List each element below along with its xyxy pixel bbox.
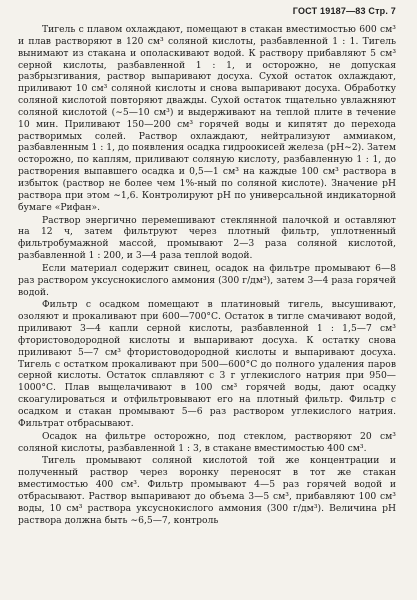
paragraph-crucible-rinse: Тигель промывают соляной кислотой той же концентрации и полученный раствор через воронку переносят в тот же стакан вместимостью 400 см³. Фильтр промывают 4—5 раз горячей водой и отбрасывают. Раствор выпаривают до объема 3—5 см³, прибавляют 100 см³ воды, 10 см³ раствора уксуснокислого аммония (300 г/дм³). Величина рН раствора должна быть ∼6,5—7, контроль [18, 455, 396, 526]
document-body [18, 24, 396, 526]
paragraph-precipitate-dissolution: Осадок на фильтре осторожно, под стеклом, растворяют 20 см³ соляной кислоты, разбавленной 1 : 3, в стакане вместимостью 400 см³. [18, 430, 396, 454]
paragraph-lead-washing: Если материал содержит свинец, осадок на фильтре промывают 6—8 раз раствором уксуснокислого аммония (300 г/дм³), затем 3—4 раза горячей водой. [18, 262, 396, 298]
paragraph-ignition: Фильтр с осадком помещают в платиновый тигель, высушивают, озоляют и прокаливают при 600—700°С. Остаток в тигле смачивают водой, приливают 3—4 капли серной кислоты, разбавленной 1 : 1,5—7 см³ фтористоводородной кислоты и выпаривают досуха. К остатку снова приливают 5—7 см³ фтористоводородной кислоты и выпаривают досуха. Тигель с остатком прокаливают при 500—600°С до полного удаления паров серной кислоты. Остаток сплавляют с 3 г углекислого натрия при 950—1000°С. Плав выщелачивают в 100 см³ горячей воды, дают осадку скоагулироваться и отфильтровывают его на плотный фильтр. Фильтр с осадком и стакан промывают 5—6 раз раствором углекислого натрия. Фильтрат отбрасывают. [18, 299, 396, 429]
page-header: ГОСТ 19187—83 Стр. 7 [292, 6, 396, 16]
paragraph-plav-dissolution: Тигель с плавом охлаждают, помещают в стакан вместимостью 600 см³ и плав растворяют в 120 см³ соляной кислоты, разбавленной 1 : 1. Тигель вынимают из стакана и ополаскивают водой. К раствору прибавляют 5 см³ серной кислоты, разбавленной 1 : 1, и осторожно, не допуская разбрызгивания, раствор выпаривают досуха. Сухой остаток охлаждают, приливают 10 см³ соляной кислоты и снова выпаривают досуха. Обработку соляной кислотой повторяют дважды. Сухой остаток тщательно увлажняют соляной кислотой (∼5—10 см³) и выдерживают на теплой плите в течение 10 мин. Приливают 150—200 см³ горячей воды и кипятят до перехода растворимых солей. Раствор охлаждают, нейтрализуют аммиаком, разбавленным 1 : 1, до появления осадка гидроокисей железа (рН∼2). Затем осторожно, по каплям, приливают соляную кислоту, разбавленную 1 : 1, до растворения выпавшего осадка и 0,5—1 см³ на каждые 100 см³ раствора в избыток (раствор не более чем 1%-ный по соляной кислоте). Значение рН раствора при этом ∼1,6. Контролируют рН по универсальной индикаторной бумаге «Рифан». [18, 24, 396, 213]
paragraph-filtration: Раствор энергично перемешивают стеклянной палочкой и оставляют на 12 ч, затем фильтруют через плотный фильтр, уплотненный фильтробумажной массой, промывают 2—3 раза соляной кислотой, разбавленной 1 : 200, и 3—4 раза теплой водой. [18, 214, 396, 262]
